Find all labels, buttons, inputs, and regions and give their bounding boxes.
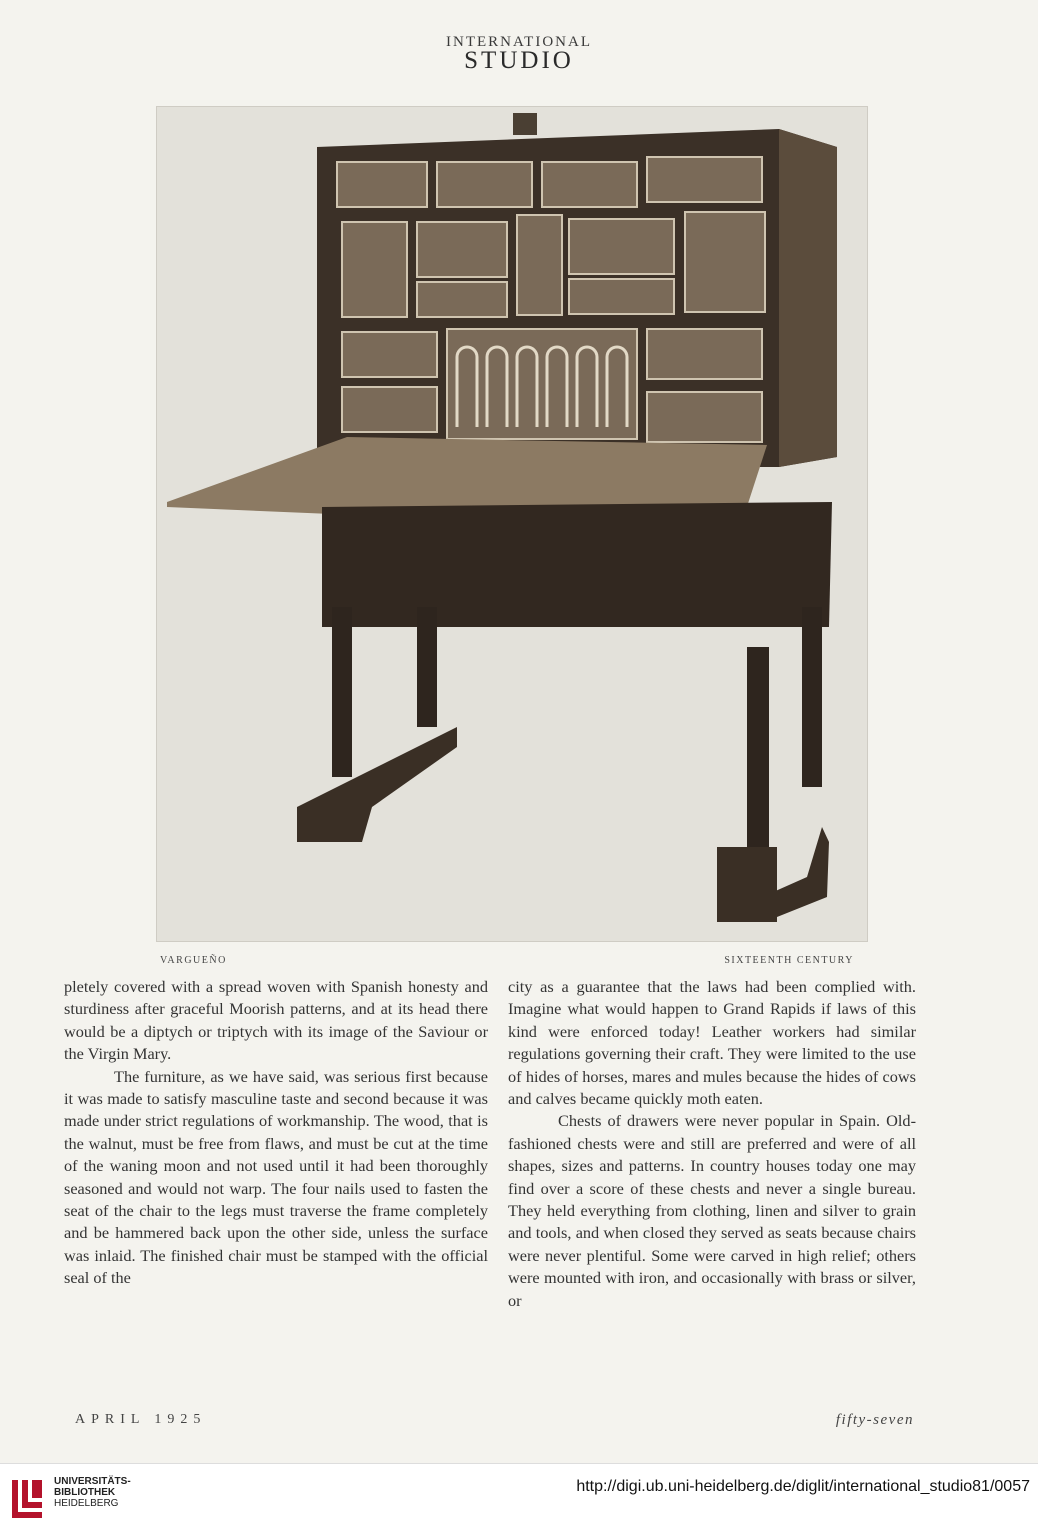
page-number: fifty-seven	[835, 1412, 914, 1428]
masthead-line1: INTERNATIONAL	[446, 34, 592, 50]
library-name-line1: UNIVERSITÄTS-	[54, 1476, 131, 1487]
library-name-line2: BIBLIOTHEK	[54, 1487, 116, 1498]
paragraph: city as a guarantee that the laws had been complied with. Imagine what would happen to Grand Rapids if laws of this kind were enforced today! Leather workers had similar regulations governing their craft. They were limited to the use of hides of horses, mares and mules because the hides of cows and calves became quickly moth eaten.	[508, 977, 916, 1109]
cabinet-photograph	[156, 106, 868, 942]
caption-date: SIXTEENTH CENTURY	[724, 955, 854, 966]
issue-date: APRIL 1925	[75, 1412, 207, 1427]
library-name[interactable]	[54, 1476, 131, 1509]
text-column-right	[508, 976, 916, 1312]
finial	[513, 113, 537, 135]
library-logo-icon[interactable]	[8, 1474, 46, 1524]
text-column-left	[64, 976, 488, 1290]
vargueno-illustration	[157, 107, 867, 941]
paragraph: pletely covered with a spread woven with Spanish honesty and sturdiness after graceful Moorish patterns, and at its head there would be a diptych or triptych with its image of the Saviour or the Virgin Mary.	[64, 977, 488, 1064]
source-url-link[interactable]: http://digi.ub.uni-heidelberg.de/diglit/international_studio81/0057	[576, 1478, 1030, 1495]
paragraph: The furniture, as we have said, was serious first because it was made to satisfy masculine taste and second because it was made under strict regulations of workmanship. The wood, that is the walnut, must be free from flaws, and must be cut at the time of the waning moon and not used until it had been thoroughly seasoned and would not warp. The four nails used to fasten the seat of the chair to the legs must traverse the frame completely and be hammered back upon the other side, unless the surface was inlaid. The finished chair must be stamped with the official seal of the	[64, 1066, 488, 1288]
masthead-title: STUDIO	[464, 47, 574, 74]
library-bar	[0, 1463, 1038, 1540]
caption-title: VARGUEÑO	[160, 955, 227, 966]
masthead	[0, 34, 1038, 75]
library-name-line3: HEIDELBERG	[54, 1498, 119, 1509]
stand-frieze	[322, 502, 832, 627]
paragraph: Chests of drawers were never popular in Spain. Old-fashioned chests were and still are preferred and were of all shapes, sizes and patterns. In country houses today one may find over a score of these chests and never a single bureau. They held everything from clothing, linen and silver to grain and tools, and when closed they served as seats because chairs were never plentiful. Some were carved in high relief; others were mounted with iron, and occasionally with brass or silver, or	[508, 1111, 916, 1310]
